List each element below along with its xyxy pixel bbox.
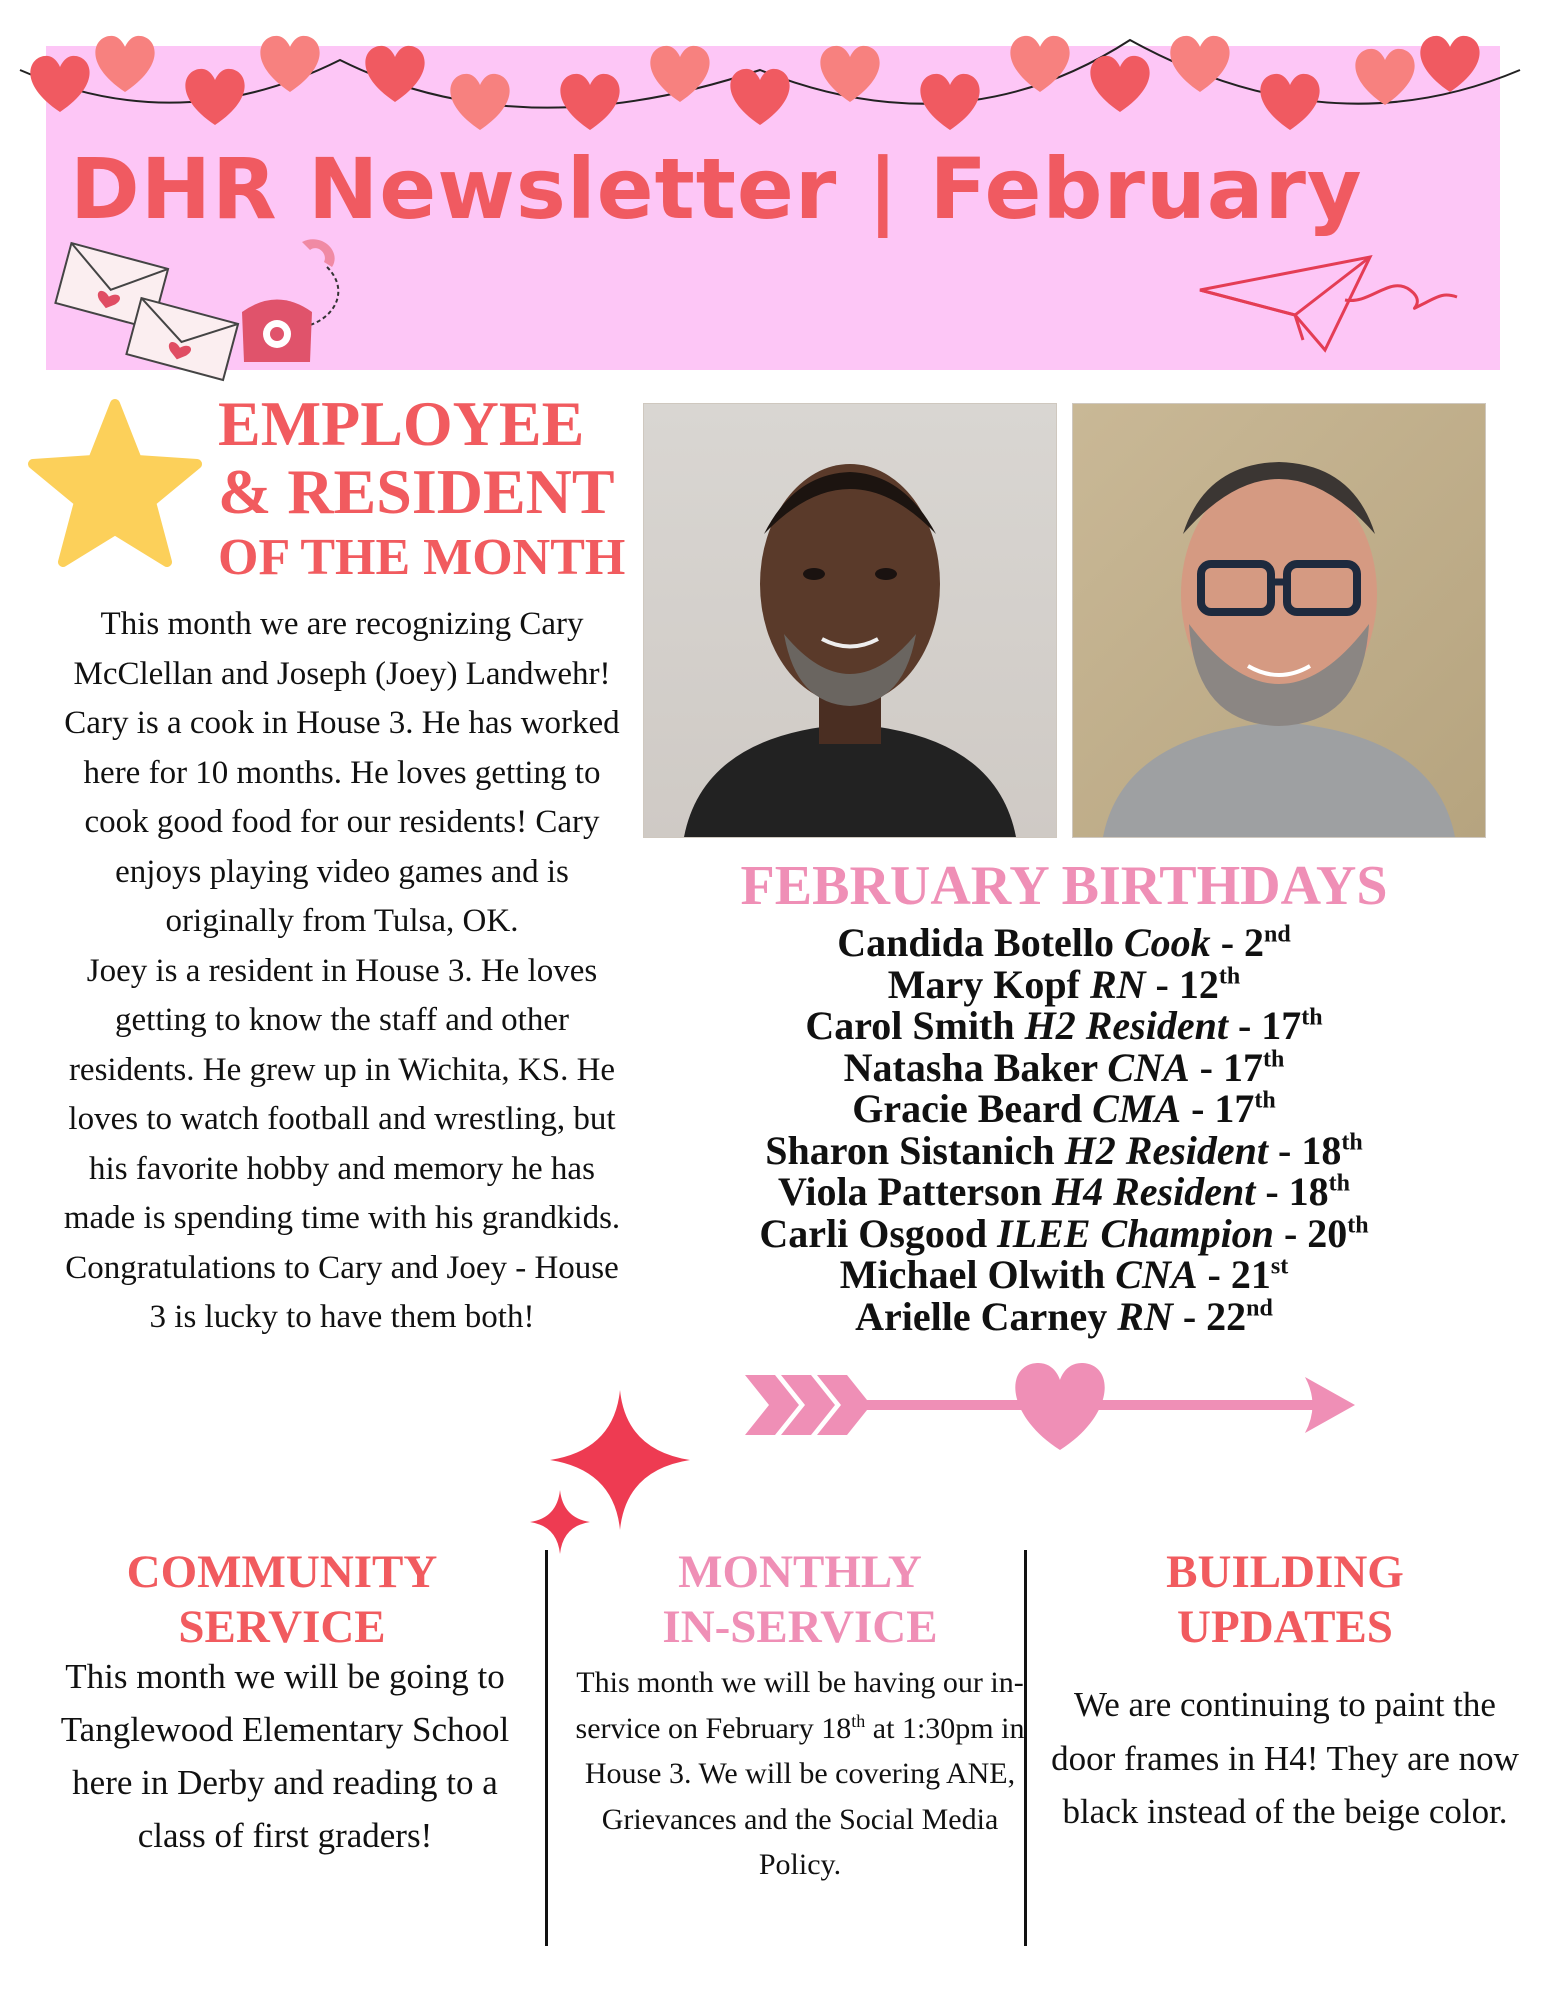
sparkle-icon <box>520 1390 720 1560</box>
birthday-name: Michael Olwith <box>839 1252 1116 1297</box>
heart-icon <box>920 74 979 130</box>
birthday-entry <box>643 1005 1485 1047</box>
eom-heading-line3: OF THE MONTH <box>218 529 626 586</box>
birthday-name: Mary Kopf <box>887 961 1090 1007</box>
birthday-role: CNA <box>1107 1044 1190 1090</box>
birthday-day: - 17 <box>1189 1044 1263 1090</box>
newsletter-title: DHR Newsletter | February <box>70 140 1363 238</box>
birthday-day: - 17 <box>1227 1003 1302 1048</box>
birthday-entry <box>643 1127 1485 1173</box>
birthday-role: ILEE Champion <box>997 1210 1274 1256</box>
inservice-date-suffix: th <box>851 1710 866 1731</box>
birthday-role: H4 Resident <box>1052 1169 1256 1214</box>
birthday-list <box>643 922 1485 1337</box>
heart-icon <box>820 46 879 102</box>
birthday-day: - 18 <box>1268 1127 1342 1173</box>
column-divider-left <box>545 1550 548 1946</box>
heart-icon <box>1420 36 1479 92</box>
birthday-name: Candida Botello <box>837 920 1124 965</box>
heart-icon <box>650 46 709 102</box>
birthday-name: Natasha Baker <box>843 1044 1108 1090</box>
monthly-inservice-heading <box>570 1545 1030 1655</box>
birthday-name: Carol Smith <box>805 1003 1025 1048</box>
heart-icon <box>1090 56 1149 112</box>
heart-icon <box>730 69 789 125</box>
eom-heading-line1: EMPLOYEE <box>218 388 585 459</box>
heart-garland <box>0 0 1545 160</box>
birthday-day-suffix: nd <box>1264 921 1291 948</box>
heart-icon <box>30 56 89 112</box>
birthday-name: Carli Osgood <box>759 1210 998 1256</box>
eom-paragraph-1: This month we are recognizing Cary McClellan and Joseph (Joey) Landwehr! Cary is a cook in House 3. He has worked here for 10 months. He loves getting to cook good food for our residents! Cary enjoys playing video games and is originally from Tulsa, OK. <box>64 606 620 939</box>
birthday-day-suffix: th <box>1347 1212 1369 1239</box>
birthday-role: H2 Resident <box>1024 1003 1228 1048</box>
birthday-entry <box>643 1088 1485 1130</box>
heart-icon <box>185 69 244 125</box>
birthday-day: - 12 <box>1145 961 1219 1007</box>
heart-icon <box>1010 36 1069 92</box>
birthday-role: CMA <box>1092 1086 1182 1131</box>
column-divider-right <box>1024 1550 1027 1946</box>
building-updates-heading <box>1050 1545 1520 1655</box>
paper-plane-icon <box>1195 245 1465 365</box>
birthday-role: RN <box>1089 961 1146 1007</box>
community-service-heading-line2: SERVICE <box>178 1601 386 1653</box>
birthday-day-suffix: th <box>1301 1004 1323 1031</box>
birthday-day-suffix: th <box>1341 1129 1363 1156</box>
birthday-name: Viola Patterson <box>777 1169 1052 1214</box>
birthday-day-suffix: st <box>1270 1253 1289 1280</box>
heart-icon <box>1170 36 1229 92</box>
birthday-role: Cook <box>1124 920 1211 965</box>
eom-paragraph-2: Joey is a resident in House 3. He loves getting to know the staff and other residents. He grew up in Wichita, KS. He loves to watch football and wrestling, but his favorite hobby and memory he has made is spending time with his grandkids. Congratulations to Cary and Joey - House 3 is lucky to have them both! <box>63 952 621 1335</box>
heart-icon <box>95 36 154 92</box>
birthday-name: Arielle Carney <box>855 1293 1118 1339</box>
birthday-name: Gracie Beard <box>852 1086 1093 1131</box>
heart-icon <box>1260 74 1319 130</box>
birthday-role: RN <box>1117 1293 1173 1339</box>
heart-icon <box>450 74 509 130</box>
birthday-day-suffix: th <box>1218 963 1241 990</box>
eom-body <box>56 600 628 1343</box>
heart-arrow-icon <box>745 1355 1365 1465</box>
monthly-inservice-heading-line2: IN-SERVICE <box>662 1601 938 1653</box>
inservice-text-before: This month we will be having our in-service on February 18 <box>575 1666 1024 1745</box>
birthday-day: - 22 <box>1172 1293 1247 1339</box>
star-icon <box>25 398 205 573</box>
heart-icon <box>1355 49 1414 105</box>
birthday-entry <box>643 922 1485 964</box>
community-service-body: This month we will be going to Tanglewood Elementary School here in Derby and reading to a class of first graders! <box>60 1657 510 1855</box>
birthday-entry <box>643 1293 1485 1339</box>
community-service-heading <box>82 1545 482 1655</box>
birthday-entry <box>643 1044 1485 1090</box>
heart-icon <box>365 46 424 102</box>
heart-icon <box>260 36 319 92</box>
birthday-day-suffix: nd <box>1246 1295 1273 1322</box>
heart-icon <box>560 74 619 130</box>
monthly-inservice-heading-line1: MONTHLY <box>678 1546 922 1598</box>
birthday-day-suffix: th <box>1254 1087 1276 1114</box>
eom-heading-line2: & RESIDENT <box>218 456 615 527</box>
telephone-icon <box>232 232 362 372</box>
monthly-inservice-body <box>570 1660 1030 1888</box>
birthday-day-suffix: th <box>1262 1046 1285 1073</box>
birthday-day: - 2 <box>1210 920 1265 965</box>
birthday-entry <box>643 1254 1485 1296</box>
building-updates-heading-line1: BUILDING <box>1166 1546 1404 1598</box>
inservice-text-after: at 1:30pm in House 3. We will be covering ANE, Grievances and the Social Media Policy. <box>584 1711 1025 1881</box>
birthday-entry <box>643 961 1485 1007</box>
birthday-day: - 18 <box>1255 1169 1329 1214</box>
building-updates-body: We are continuing to paint the door frames in H4! They are now black instead of the beige color. <box>1051 1685 1519 1831</box>
community-service-heading-line1: COMMUNITY <box>126 1546 438 1598</box>
employee-photo <box>643 403 1057 838</box>
birthday-day: - 20 <box>1273 1210 1348 1256</box>
birthday-day: - 21 <box>1197 1252 1271 1297</box>
birthday-day: - 17 <box>1181 1086 1255 1131</box>
resident-photo <box>1072 403 1486 838</box>
birthday-role: CNA <box>1115 1252 1198 1297</box>
birthday-entry <box>643 1171 1485 1213</box>
birthday-entry <box>643 1210 1485 1256</box>
birthday-role: H2 Resident <box>1064 1127 1269 1173</box>
birthday-name: Sharon Sistanich <box>765 1127 1065 1173</box>
birthday-day-suffix: th <box>1328 1170 1351 1197</box>
building-updates-heading-line2: UPDATES <box>1177 1601 1393 1653</box>
birthdays-title: FEBRUARY BIRTHDAYS <box>740 855 1388 917</box>
